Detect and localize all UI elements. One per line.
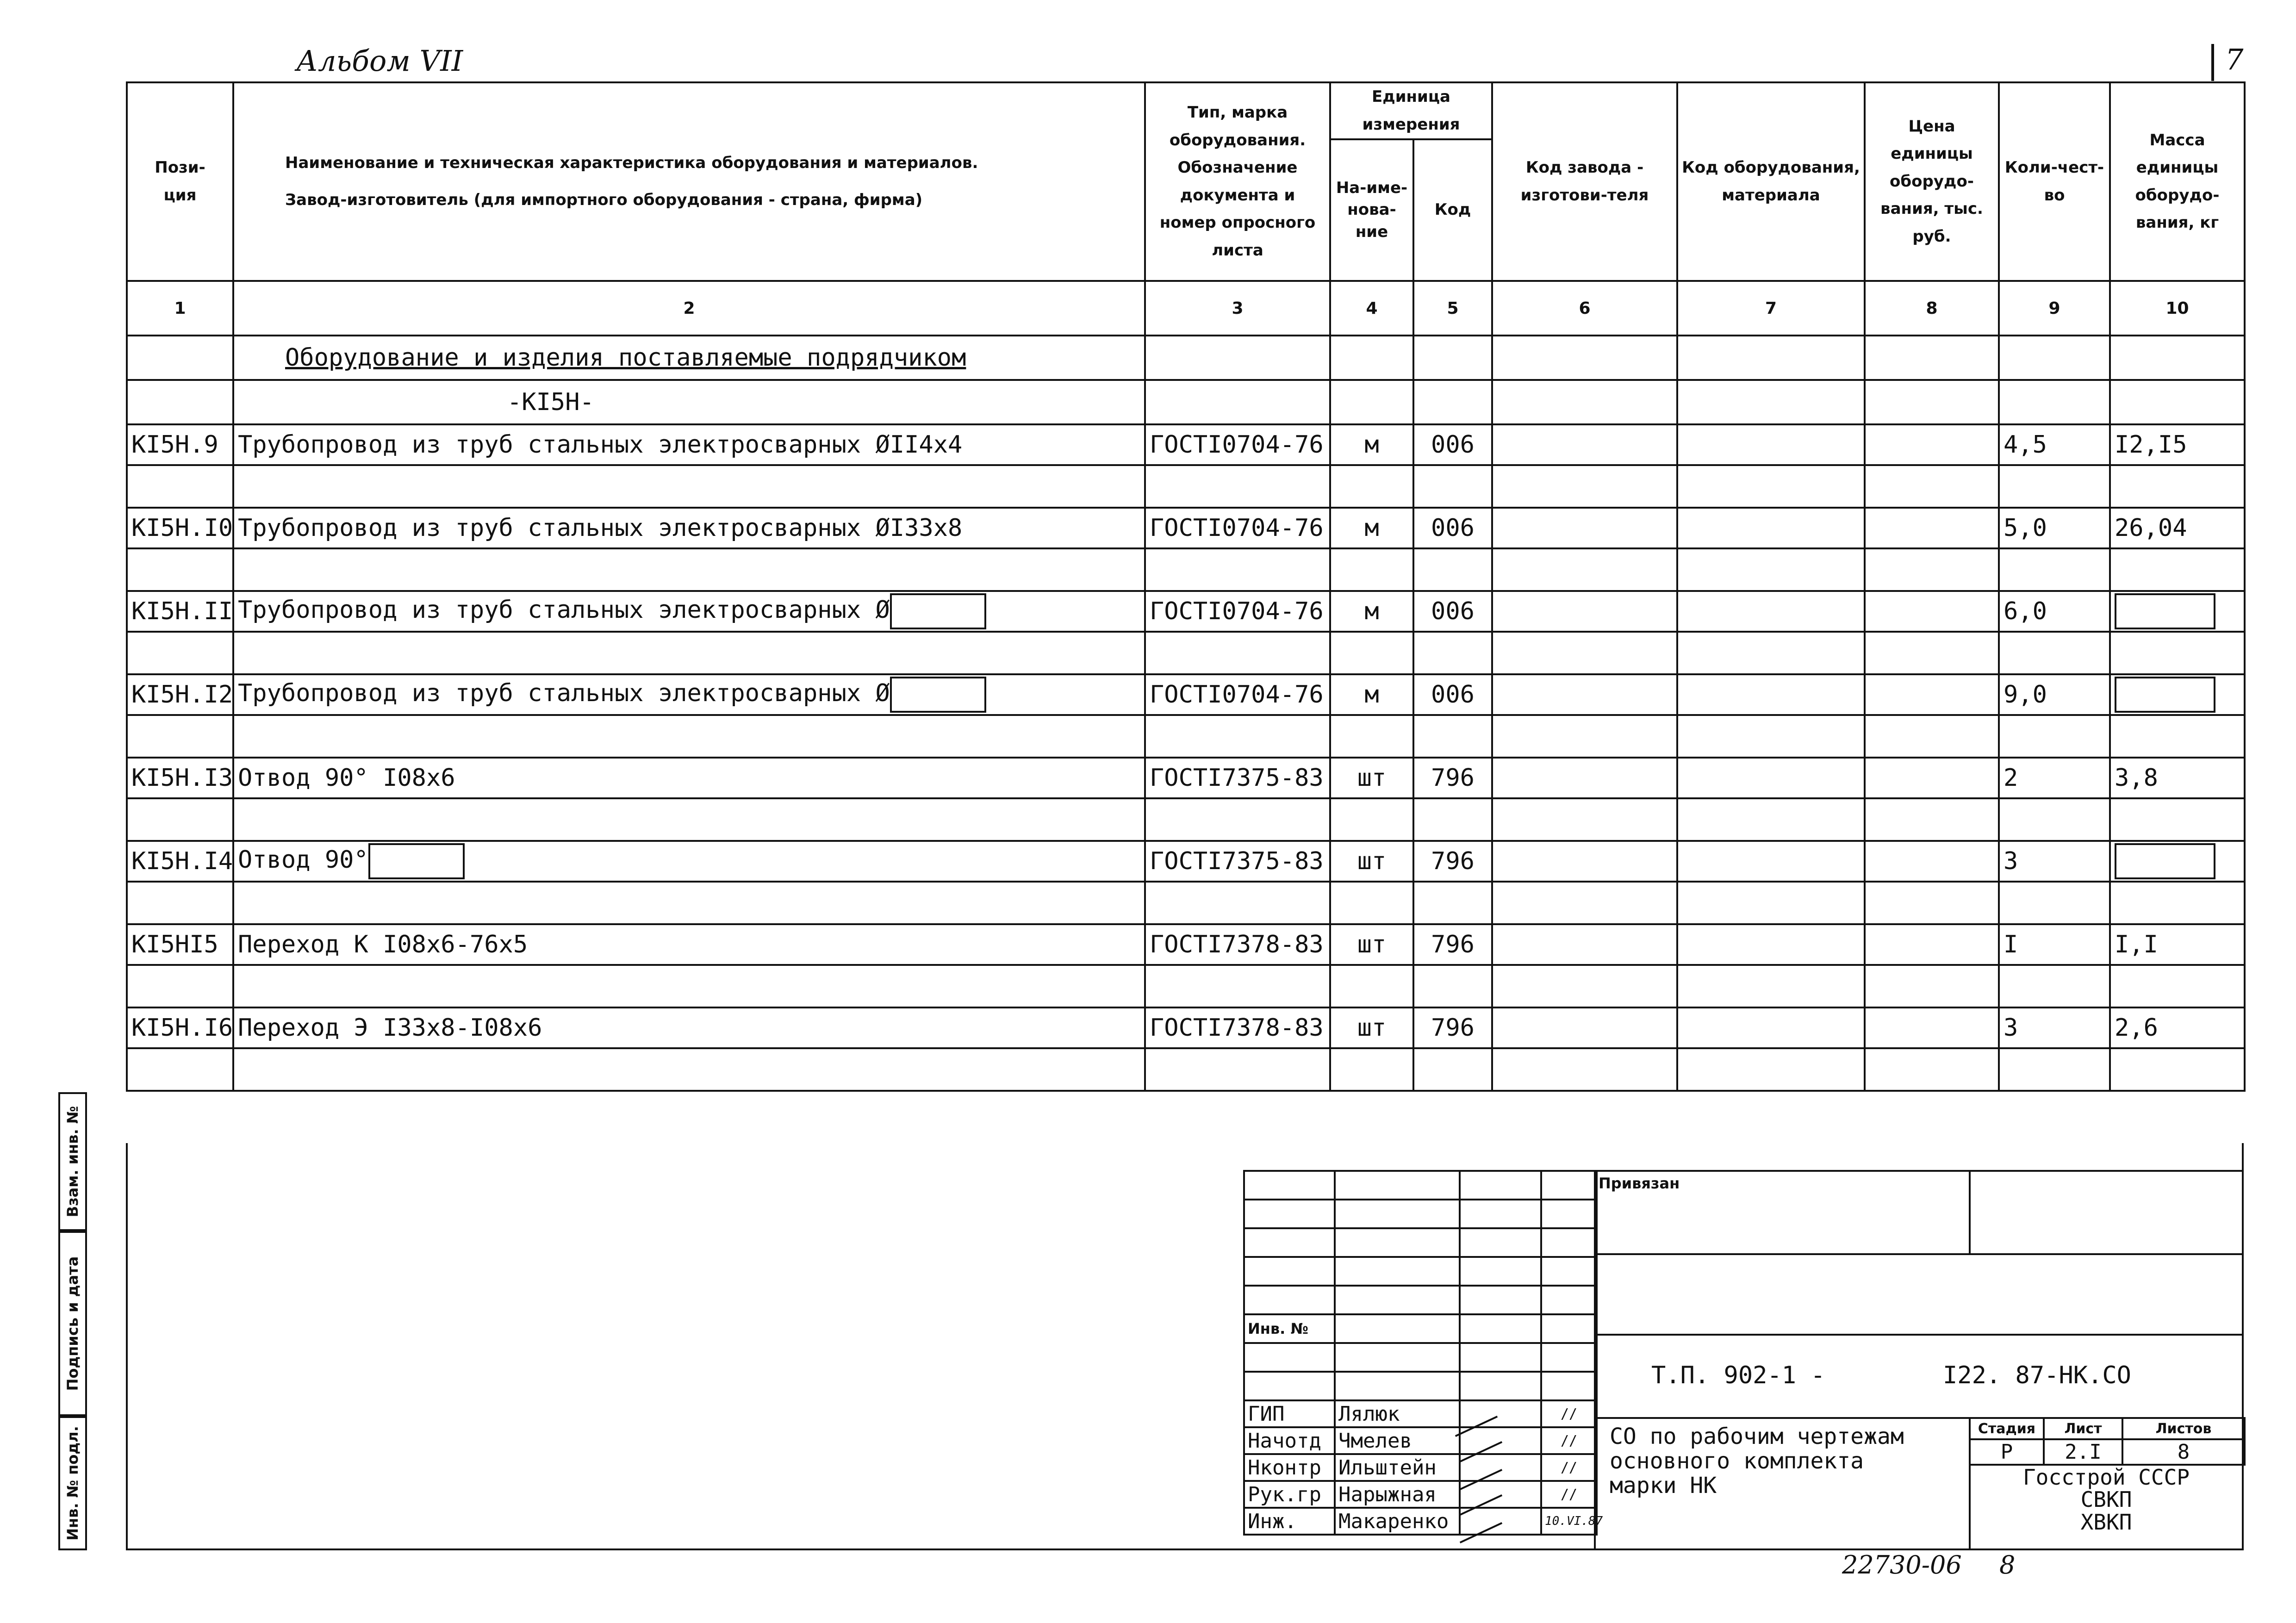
- row-position: КI5Н.I2: [127, 674, 233, 715]
- side-label: Взам. инв. №: [64, 1106, 81, 1218]
- row-quantity: 6,0: [1999, 591, 2110, 632]
- section-title: Оборудование и изделия поставляемые подрядчиком: [285, 344, 966, 372]
- sheets-value: 8: [2122, 1439, 2245, 1465]
- row-name: [233, 591, 1145, 632]
- row-mass: [2110, 674, 2245, 715]
- row-name: [233, 674, 1145, 715]
- stage-table: [1969, 1417, 2246, 1466]
- row-unit-code: 796: [1413, 1007, 1492, 1048]
- person-date: 10.VI.87: [1541, 1508, 1597, 1535]
- row-unit: шт: [1330, 924, 1413, 965]
- blank-row: [1596, 1255, 2242, 1336]
- row-document: ГОСТI0704-76: [1145, 674, 1330, 715]
- stage-label: Стадия: [1970, 1418, 2044, 1439]
- person-date: //: [1541, 1481, 1597, 1508]
- col-number: 8: [1865, 281, 1999, 336]
- inv-label: Инв. №: [1244, 1314, 1335, 1343]
- col-number: 2: [233, 281, 1145, 336]
- sheet-label: Лист: [2044, 1418, 2122, 1439]
- row-unit-code: 006: [1413, 591, 1492, 632]
- row-name-text: Отвод 90°: [238, 846, 368, 874]
- side-label: Подпись и дата: [64, 1256, 81, 1391]
- col-number: 10: [2110, 281, 2245, 336]
- person-role: Начотд: [1244, 1427, 1335, 1454]
- row-mass: 3,8: [2110, 758, 2245, 798]
- privyazan-row: [1596, 1172, 2242, 1255]
- row-quantity: 4,5: [1999, 424, 2110, 465]
- title-line: марки НК: [1610, 1472, 1717, 1499]
- person-role: Рук.гр: [1244, 1481, 1335, 1508]
- header-price: Цена единицы оборудо-вания, тыс. руб.: [1865, 82, 1999, 281]
- blank-box: [2115, 677, 2215, 713]
- header-unit-code: Код: [1413, 139, 1492, 281]
- row-quantity: 5,0: [1999, 508, 2110, 548]
- doc-code-left: Т.П. 902-1 -: [1651, 1362, 1825, 1389]
- title-line: основного комплекта: [1610, 1448, 1864, 1474]
- organization: [1969, 1466, 2244, 1533]
- row-unit: м: [1330, 424, 1413, 465]
- frame-left-line: [126, 1143, 128, 1550]
- org-line: ХВКП: [2080, 1509, 2132, 1535]
- person-role: Инж.: [1244, 1508, 1335, 1535]
- footer-page: 8: [1999, 1550, 2016, 1579]
- row-quantity: 9,0: [1999, 674, 2110, 715]
- privyazan-label: Привязан: [1599, 1175, 1680, 1192]
- specification-table: [126, 81, 2246, 1092]
- row-quantity: 2: [1999, 758, 2110, 798]
- header-quantity: Коли-чест-во: [1999, 82, 2110, 281]
- person-name: Макаренко: [1335, 1508, 1460, 1535]
- row-unit-code: 006: [1413, 674, 1492, 715]
- row-mass: I2,I5: [2110, 424, 2245, 465]
- person-name: Ильштейн: [1335, 1454, 1460, 1481]
- row-name-text: Трубопровод из труб стальных электросварных Ø: [238, 596, 890, 624]
- header-name: [233, 82, 1145, 281]
- title-line: СО по рабочим чертежам: [1610, 1424, 1904, 1449]
- header-mass: Масса единицы оборудо-вания, кг: [2110, 82, 2245, 281]
- page-number: 7: [2225, 43, 2244, 76]
- row-position: КI5Н.I0: [127, 508, 233, 548]
- row-unit-code: 796: [1413, 841, 1492, 882]
- row-document: ГОСТI7378-83: [1145, 1007, 1330, 1048]
- row-document: ГОСТI0704-76: [1145, 508, 1330, 548]
- row-document: ГОСТI7378-83: [1145, 924, 1330, 965]
- section-code: -КI5Н-: [233, 380, 1145, 424]
- row-position: КI5Н.I4: [127, 841, 233, 882]
- col-number: 3: [1145, 281, 1330, 336]
- doc-code-right: I22. 87-НК.СО: [1943, 1362, 2131, 1389]
- person-signature: [1460, 1454, 1541, 1481]
- album-label: Альбом VII: [296, 44, 463, 78]
- person-name: Лялюк: [1335, 1400, 1460, 1427]
- privyazan-divider: [1969, 1172, 1971, 1253]
- row-mass: [2110, 591, 2245, 632]
- row-name: [233, 841, 1145, 882]
- row-quantity: 3: [1999, 841, 2110, 882]
- col-number: 9: [1999, 281, 2110, 336]
- side-label: Инв. № подл.: [64, 1426, 81, 1541]
- row-unit: м: [1330, 674, 1413, 715]
- person-signature: [1460, 1508, 1541, 1535]
- blank-box: [890, 677, 986, 713]
- header-unit-group: Единица измерения: [1330, 82, 1492, 139]
- header-equipment-code: Код оборудования, материала: [1677, 82, 1865, 281]
- row-document: ГОСТI7375-83: [1145, 841, 1330, 882]
- row-unit-code: 796: [1413, 924, 1492, 965]
- row-mass: I,I: [2110, 924, 2245, 965]
- row-unit-code: 006: [1413, 424, 1492, 465]
- person-name: Нарыжная: [1335, 1481, 1460, 1508]
- row-position: КI5НI5: [127, 924, 233, 965]
- header-unit-name: На-име-нова-ние: [1330, 139, 1413, 281]
- drawing-title: [1610, 1424, 1904, 1498]
- row-unit: м: [1330, 591, 1413, 632]
- row-position: КI5Н.II: [127, 591, 233, 632]
- person-date: //: [1541, 1400, 1597, 1427]
- row-quantity: 3: [1999, 1007, 2110, 1048]
- row-unit: шт: [1330, 1007, 1413, 1048]
- col-number: 1: [127, 281, 233, 336]
- col-number: 4: [1330, 281, 1413, 336]
- row-unit-code: 006: [1413, 508, 1492, 548]
- row-mass: 2,6: [2110, 1007, 2245, 1048]
- blank-box: [368, 843, 465, 879]
- sheet-value: 2.I: [2044, 1439, 2122, 1465]
- person-role: Нконтр: [1244, 1454, 1335, 1481]
- row-mass: 26,04: [2110, 508, 2245, 548]
- col-number: 7: [1677, 281, 1865, 336]
- blank-box: [2115, 843, 2215, 879]
- person-date: //: [1541, 1454, 1597, 1481]
- row-unit: м: [1330, 508, 1413, 548]
- org-line: Госстрой СССР: [2022, 1465, 2190, 1490]
- row-name-text: Трубопровод из труб стальных электросварных Ø: [238, 679, 890, 707]
- row-name: Переход Э I33х8-I08х6: [233, 1007, 1145, 1048]
- row-name: Отвод 90° I08х6: [233, 758, 1145, 798]
- person-name: Чмелев: [1335, 1427, 1460, 1454]
- row-document: ГОСТI7375-83: [1145, 758, 1330, 798]
- signature-grid: [1243, 1170, 1603, 1536]
- row-document: ГОСТI0704-76: [1145, 424, 1330, 465]
- title-block: [1594, 1170, 2244, 1550]
- sheets-label: Листов: [2122, 1418, 2245, 1439]
- header-position: Пози- ция: [127, 82, 233, 281]
- col-number: 6: [1492, 281, 1677, 336]
- row-mass: [2110, 841, 2245, 882]
- row-position: КI5Н.I3: [127, 758, 233, 798]
- person-signature: [1460, 1427, 1541, 1454]
- header-name-line1: Наименование и техническая характеристика оборудования и материалов.: [285, 154, 978, 172]
- header-factory-code: Код завода - изготови-теля: [1492, 82, 1677, 281]
- blank-box: [890, 593, 986, 629]
- stage-value: Р: [1970, 1439, 2044, 1465]
- row-quantity: I: [1999, 924, 2110, 965]
- blank-box: [2115, 593, 2215, 629]
- doc-code-row: [1596, 1336, 2242, 1419]
- row-unit: шт: [1330, 758, 1413, 798]
- row-document: ГОСТI0704-76: [1145, 591, 1330, 632]
- row-name: Трубопровод из труб стальных электросварных ØI33х8: [233, 508, 1145, 548]
- person-date: //: [1541, 1427, 1597, 1454]
- row-position: КI5Н.I6: [127, 1007, 233, 1048]
- row-name: Трубопровод из труб стальных электросварных ØII4х4: [233, 424, 1145, 465]
- row-unit: шт: [1330, 841, 1413, 882]
- col-number: 5: [1413, 281, 1492, 336]
- row-name: Переход К I08х6-76х5: [233, 924, 1145, 965]
- side-label-box: [58, 1092, 87, 1231]
- org-line: СВКП: [2080, 1487, 2132, 1512]
- row-position: КI5Н.9: [127, 424, 233, 465]
- footer-number: 22730-06: [1842, 1550, 1962, 1579]
- page-corner-mark: [2211, 44, 2214, 81]
- header-name-line2: Завод-изготовитель (для импортного оборудования - страна, фирма): [285, 190, 923, 209]
- side-label-box: [58, 1416, 87, 1550]
- header-type: Тип, марка оборудования. Обозначение документа и номер опросного листа: [1145, 82, 1330, 281]
- person-signature: [1460, 1400, 1541, 1427]
- side-label-box: [58, 1231, 87, 1416]
- person-role: ГИП: [1244, 1400, 1335, 1427]
- row-unit-code: 796: [1413, 758, 1492, 798]
